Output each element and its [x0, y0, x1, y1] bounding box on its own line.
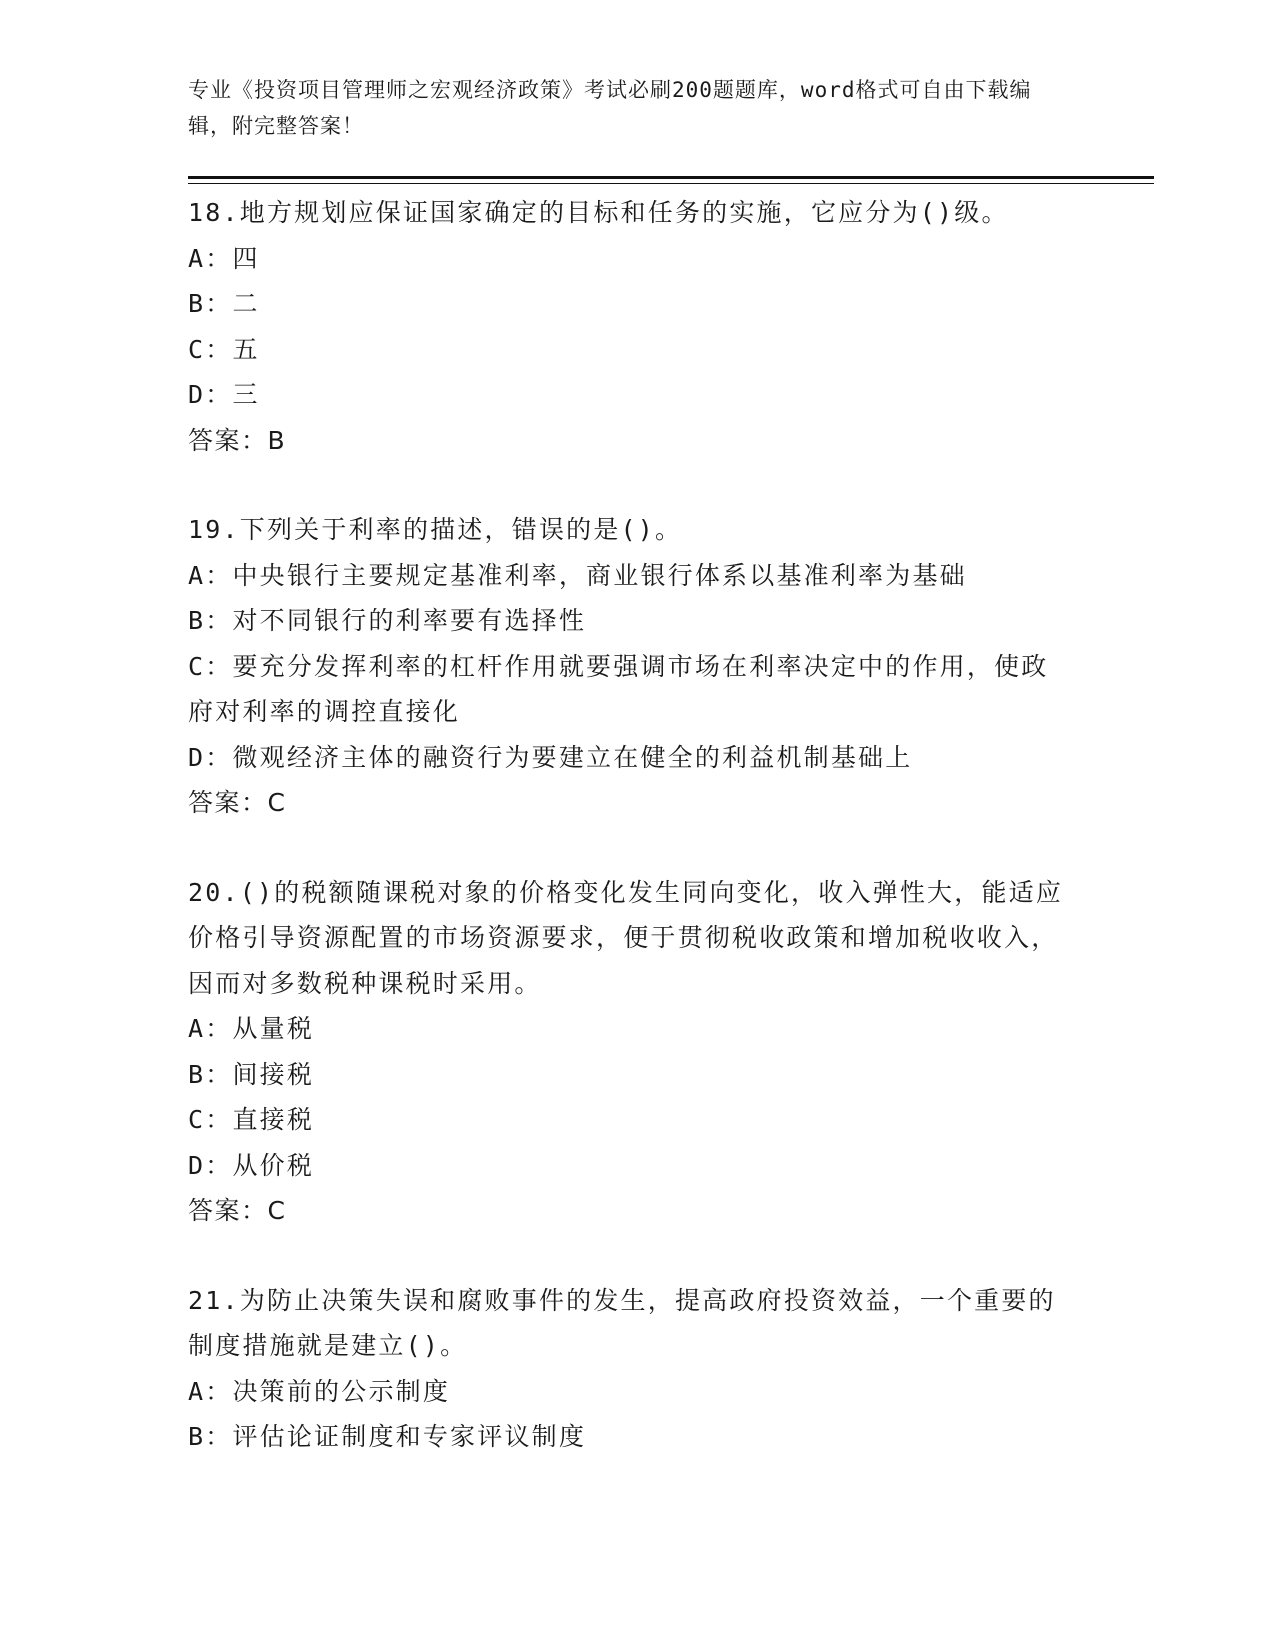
question-list: [188, 190, 1068, 1460]
option-a: A：从量税: [188, 1014, 315, 1043]
question-stem: 18.地方规划应保证国家确定的目标和任务的实施，它应分为()级。: [188, 198, 1009, 227]
option-b: B：二: [188, 289, 260, 318]
question-19: [188, 507, 1068, 826]
answer-line: 答案：B: [188, 425, 287, 455]
answer-line: 答案：C: [188, 788, 287, 817]
option-b: B：对不同银行的利率要有选择性: [188, 606, 587, 635]
question-21: [188, 1278, 1068, 1460]
option-b: B：评估论证制度和专家评议制度: [188, 1422, 587, 1451]
option-a: A：决策前的公示制度: [188, 1376, 451, 1406]
header-divider-thick: [188, 176, 1154, 179]
question-18: [188, 190, 1068, 463]
question-20: [188, 870, 1068, 1234]
question-stem: 20.()的税额随课税对象的价格变化发生同向变化，收入弹性大，能适应价格引导资源配置的市场资源要求，便于贯彻税收政策和增加税收收入，因而对多数税种课税时采用。: [188, 877, 1064, 998]
header-divider-thin: [188, 183, 1154, 184]
option-c: C：直接税: [188, 1105, 315, 1134]
option-d: D：从价税: [188, 1150, 315, 1180]
option-c: C：要充分发挥利率的杠杆作用就要强调市场在利率决定中的作用，使政府对利率的调控直接化: [188, 651, 1049, 726]
option-d: D：微观经济主体的融资行为要建立在健全的利益机制基础上: [188, 742, 913, 772]
question-stem: 21.为防止决策失误和腐败事件的发生，提高政府投资效益，一个重要的制度措施就是建立()。: [188, 1285, 1056, 1360]
document-header: 专业《投资项目管理师之宏观经济政策》考试必刷200题题库，word格式可自由下载编辑，附完整答案！: [188, 78, 1032, 138]
option-a: A：中央银行主要规定基准利率，商业银行体系以基准利率为基础: [188, 560, 967, 590]
question-stem: 19.下列关于利率的描述，错误的是()。: [188, 515, 683, 544]
option-c: C：五: [188, 334, 260, 364]
answer-line: 答案：C: [188, 1196, 287, 1225]
option-d: D：三: [188, 380, 260, 409]
option-b: B：间接税: [188, 1059, 315, 1089]
option-a: A：四: [188, 243, 260, 273]
